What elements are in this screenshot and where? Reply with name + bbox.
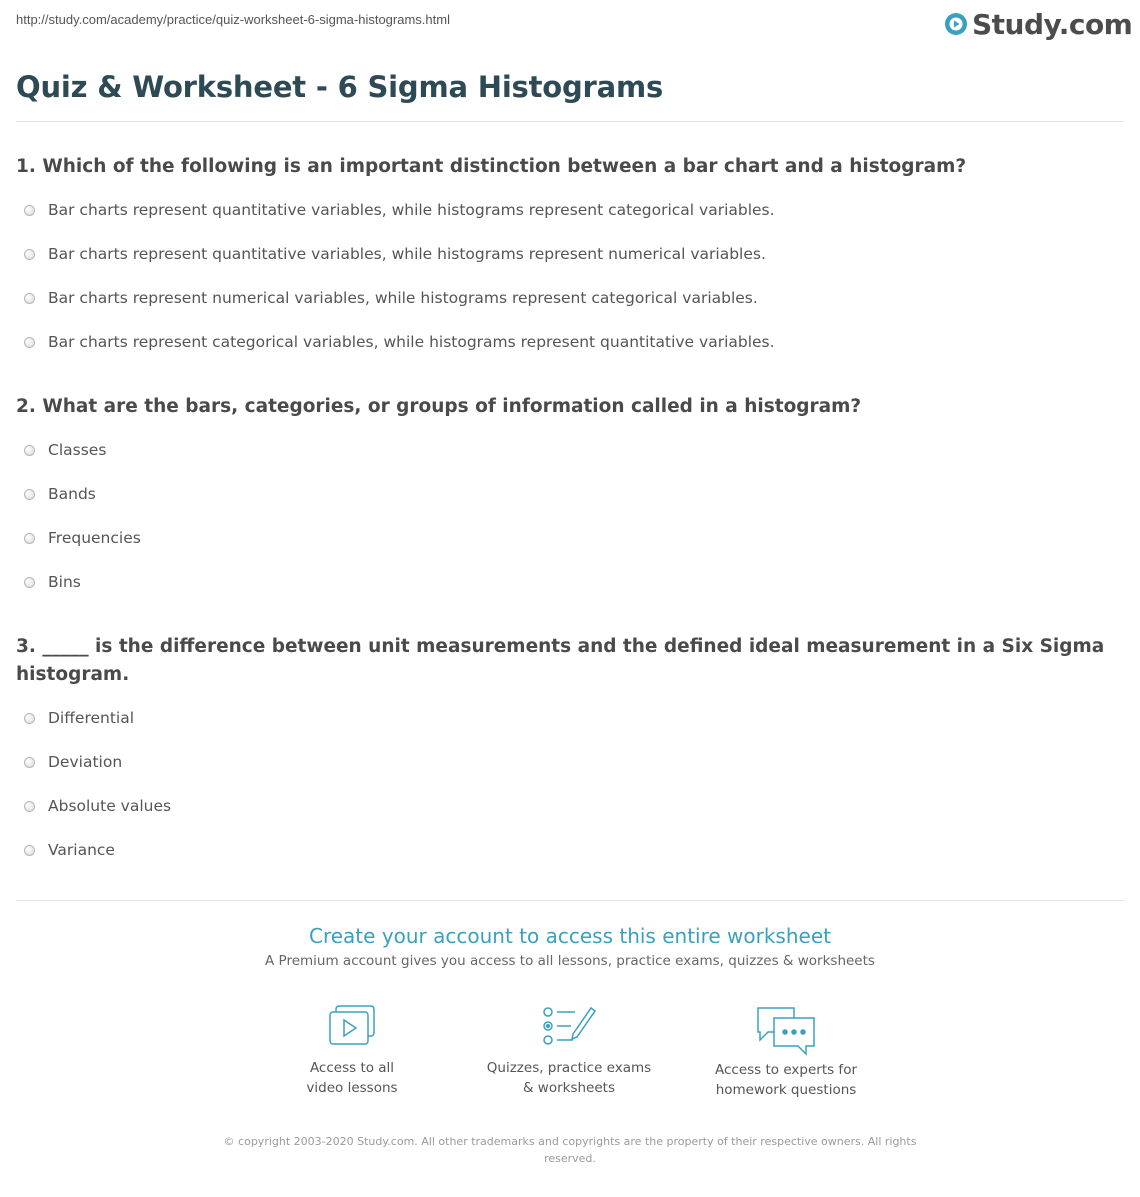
feature-quizzes: [469, 1004, 669, 1098]
page-title: Quiz & Worksheet - 6 Sigma Histograms: [16, 70, 664, 104]
option-label: Classes: [48, 441, 107, 459]
answer-option[interactable]: [24, 483, 96, 505]
radio-button[interactable]: [24, 445, 35, 456]
feature-experts: [686, 1004, 886, 1100]
radio-button[interactable]: [24, 845, 35, 856]
page-url: http://study.com/academy/practice/quiz-worksheet-6-sigma-histograms.html: [16, 12, 450, 27]
answer-option[interactable]: [24, 199, 775, 221]
feature-text: Quizzes, practice exams & worksheets: [486, 1060, 652, 1096]
radio-button[interactable]: [24, 489, 35, 500]
chat-experts-icon: [754, 1004, 818, 1056]
option-label: Bar charts represent numerical variables, while histograms represent categorical variables.: [48, 289, 758, 307]
create-account-link[interactable]: Create your account to access this entire worksheet: [309, 924, 831, 948]
answer-option[interactable]: [24, 287, 758, 309]
feature-text: Access to all video lessons: [306, 1060, 398, 1096]
cta-subtitle: A Premium account gives you access to all lessons, practice exams, quizzes & worksheets: [265, 953, 875, 969]
answer-option[interactable]: [24, 795, 171, 817]
radio-button[interactable]: [24, 205, 35, 216]
radio-button[interactable]: [24, 713, 35, 724]
radio-button[interactable]: [24, 757, 35, 768]
video-lessons-icon: [326, 1004, 378, 1048]
option-label: Frequencies: [48, 529, 141, 547]
answer-option[interactable]: [24, 439, 106, 461]
answer-option[interactable]: [24, 527, 141, 549]
radio-button[interactable]: [24, 293, 35, 304]
radio-button[interactable]: [24, 801, 35, 812]
radio-button[interactable]: [24, 533, 35, 544]
feature-text: Access to experts for homework questions: [714, 1062, 857, 1098]
question-1: 1. Which of the following is an important distinction between a bar chart and a histogram?: [16, 156, 967, 177]
answer-option[interactable]: [24, 839, 115, 861]
feature-video-lessons: [252, 1004, 452, 1098]
question-2: 2. What are the bars, categories, or groups of information called in a histogram?: [16, 396, 862, 417]
quiz-checklist-icon: [541, 1004, 597, 1048]
study-logo[interactable]: [944, 6, 1132, 42]
question-3: 3. _____ is the difference between unit measurements and the defined ideal measurement in a Six Sigma histogram.: [16, 636, 1105, 685]
answer-option[interactable]: [24, 751, 122, 773]
option-label: Deviation: [48, 753, 123, 771]
option-label: Bands: [48, 485, 96, 503]
answer-option[interactable]: [24, 707, 134, 729]
option-label: Bar charts represent quantitative variables, while histograms represent numerical variables.: [48, 245, 766, 263]
option-label: Bar charts represent quantitative variables, while histograms represent categorical variables.: [48, 201, 775, 219]
answer-option[interactable]: [24, 331, 775, 353]
radio-button[interactable]: [24, 577, 35, 588]
answer-option[interactable]: [24, 571, 81, 593]
option-label: Bins: [48, 573, 81, 591]
logo-text: Study.com: [972, 7, 1133, 41]
option-label: Differential: [48, 709, 135, 727]
copyright-notice: © copyright 2003-2020 Study.com. All other trademarks and copyrights are the property of their respective owners. All rights reserved.: [223, 1135, 917, 1165]
answer-option[interactable]: [24, 243, 766, 265]
radio-button[interactable]: [24, 337, 35, 348]
option-label: Variance: [48, 841, 115, 859]
play-logo-icon: [944, 12, 968, 36]
option-label: Absolute values: [48, 797, 172, 815]
option-label: Bar charts represent categorical variables, while histograms represent quantitative variables.: [48, 333, 775, 351]
divider: [16, 121, 1124, 122]
divider: [16, 900, 1124, 901]
radio-button[interactable]: [24, 249, 35, 260]
